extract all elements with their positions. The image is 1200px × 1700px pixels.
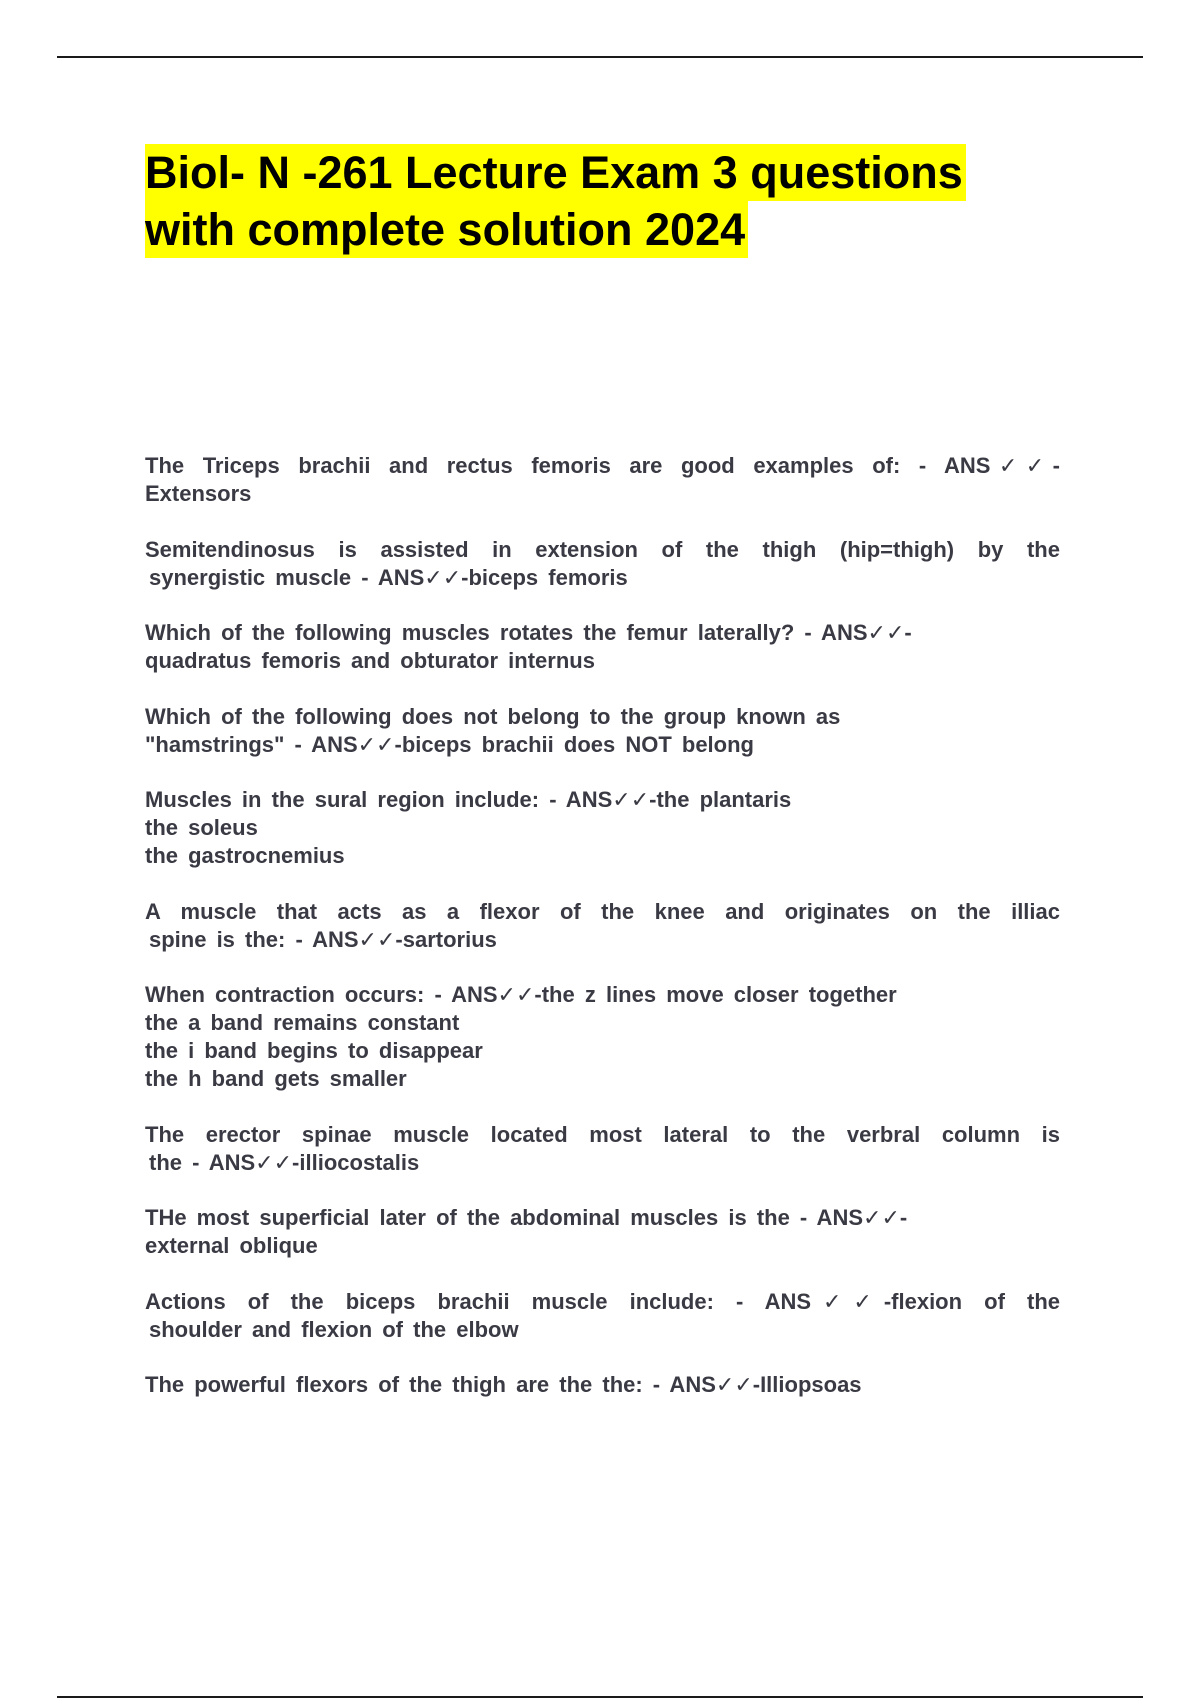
question-text: The powerful flexors of the thigh are the the: - ANS✓✓-Illiopsoas [145, 1372, 862, 1397]
question-item [145, 898, 1060, 954]
top-rule [57, 56, 1143, 58]
question-text: When contraction occurs: - ANS✓✓-the z lines move closer together [145, 982, 897, 1007]
answer-text: synergistic muscle - ANS✓✓-biceps femoris [149, 564, 628, 590]
question-text: THe most superficial later of the abdominal muscles is the - ANS✓✓- [145, 1205, 908, 1230]
answer-text: spine is the: - ANS✓✓-sartorius [149, 926, 497, 952]
answer-text: the gastrocnemius [145, 843, 345, 868]
question-item [145, 786, 1060, 870]
answer-text: the h band gets smaller [145, 1066, 407, 1091]
title-line: with complete solution 2024 [145, 201, 748, 258]
question-list [145, 452, 1060, 1427]
question-item [145, 1288, 1060, 1344]
answer-text: external oblique [145, 1233, 318, 1258]
answer-text: the a band remains constant [145, 1010, 460, 1035]
document-title [145, 144, 1075, 258]
question-item [145, 1204, 1060, 1260]
question-text: Muscles in the sural region include: - ANS✓✓-the plantaris [145, 787, 792, 812]
answer-text: "hamstrings" - ANS✓✓-biceps brachii does NOT belong [145, 731, 754, 757]
question-item [145, 1121, 1060, 1177]
question-item [145, 619, 1060, 675]
question-text: Actions of the biceps brachii muscle include: - ANS✓✓-flexion of the [145, 1288, 1060, 1314]
answer-text: shoulder and flexion of the elbow [149, 1316, 519, 1342]
question-text: A muscle that acts as a flexor of the knee and originates on the illiac [145, 898, 1060, 924]
title-line: Biol- N -261 Lecture Exam 3 questions [145, 144, 966, 201]
question-text: Which of the following does not belong to the group known as [145, 703, 841, 729]
bottom-rule [57, 1696, 1143, 1698]
question-text: Semitendinosus is assisted in extension of the thigh (hip=thigh) by the [145, 536, 1060, 562]
question-item [145, 981, 1060, 1093]
question-text: The erector spinae muscle located most lateral to the verbral column is [145, 1121, 1060, 1147]
answer-text: quadratus femoris and obturator internus [145, 648, 595, 673]
question-item [145, 703, 1060, 759]
answer-text: the - ANS✓✓-illiocostalis [149, 1149, 420, 1175]
question-text: Which of the following muscles rotates the femur laterally? - ANS✓✓- [145, 620, 912, 645]
answer-text: the soleus [145, 815, 258, 840]
question-item [145, 452, 1060, 508]
answer-text: the i band begins to disappear [145, 1038, 483, 1063]
question-text: The Triceps brachii and rectus femoris are good examples of: - ANS✓✓- [145, 453, 1060, 478]
question-item [145, 1371, 1060, 1399]
answer-text: Extensors [145, 481, 252, 506]
question-item [145, 536, 1060, 592]
